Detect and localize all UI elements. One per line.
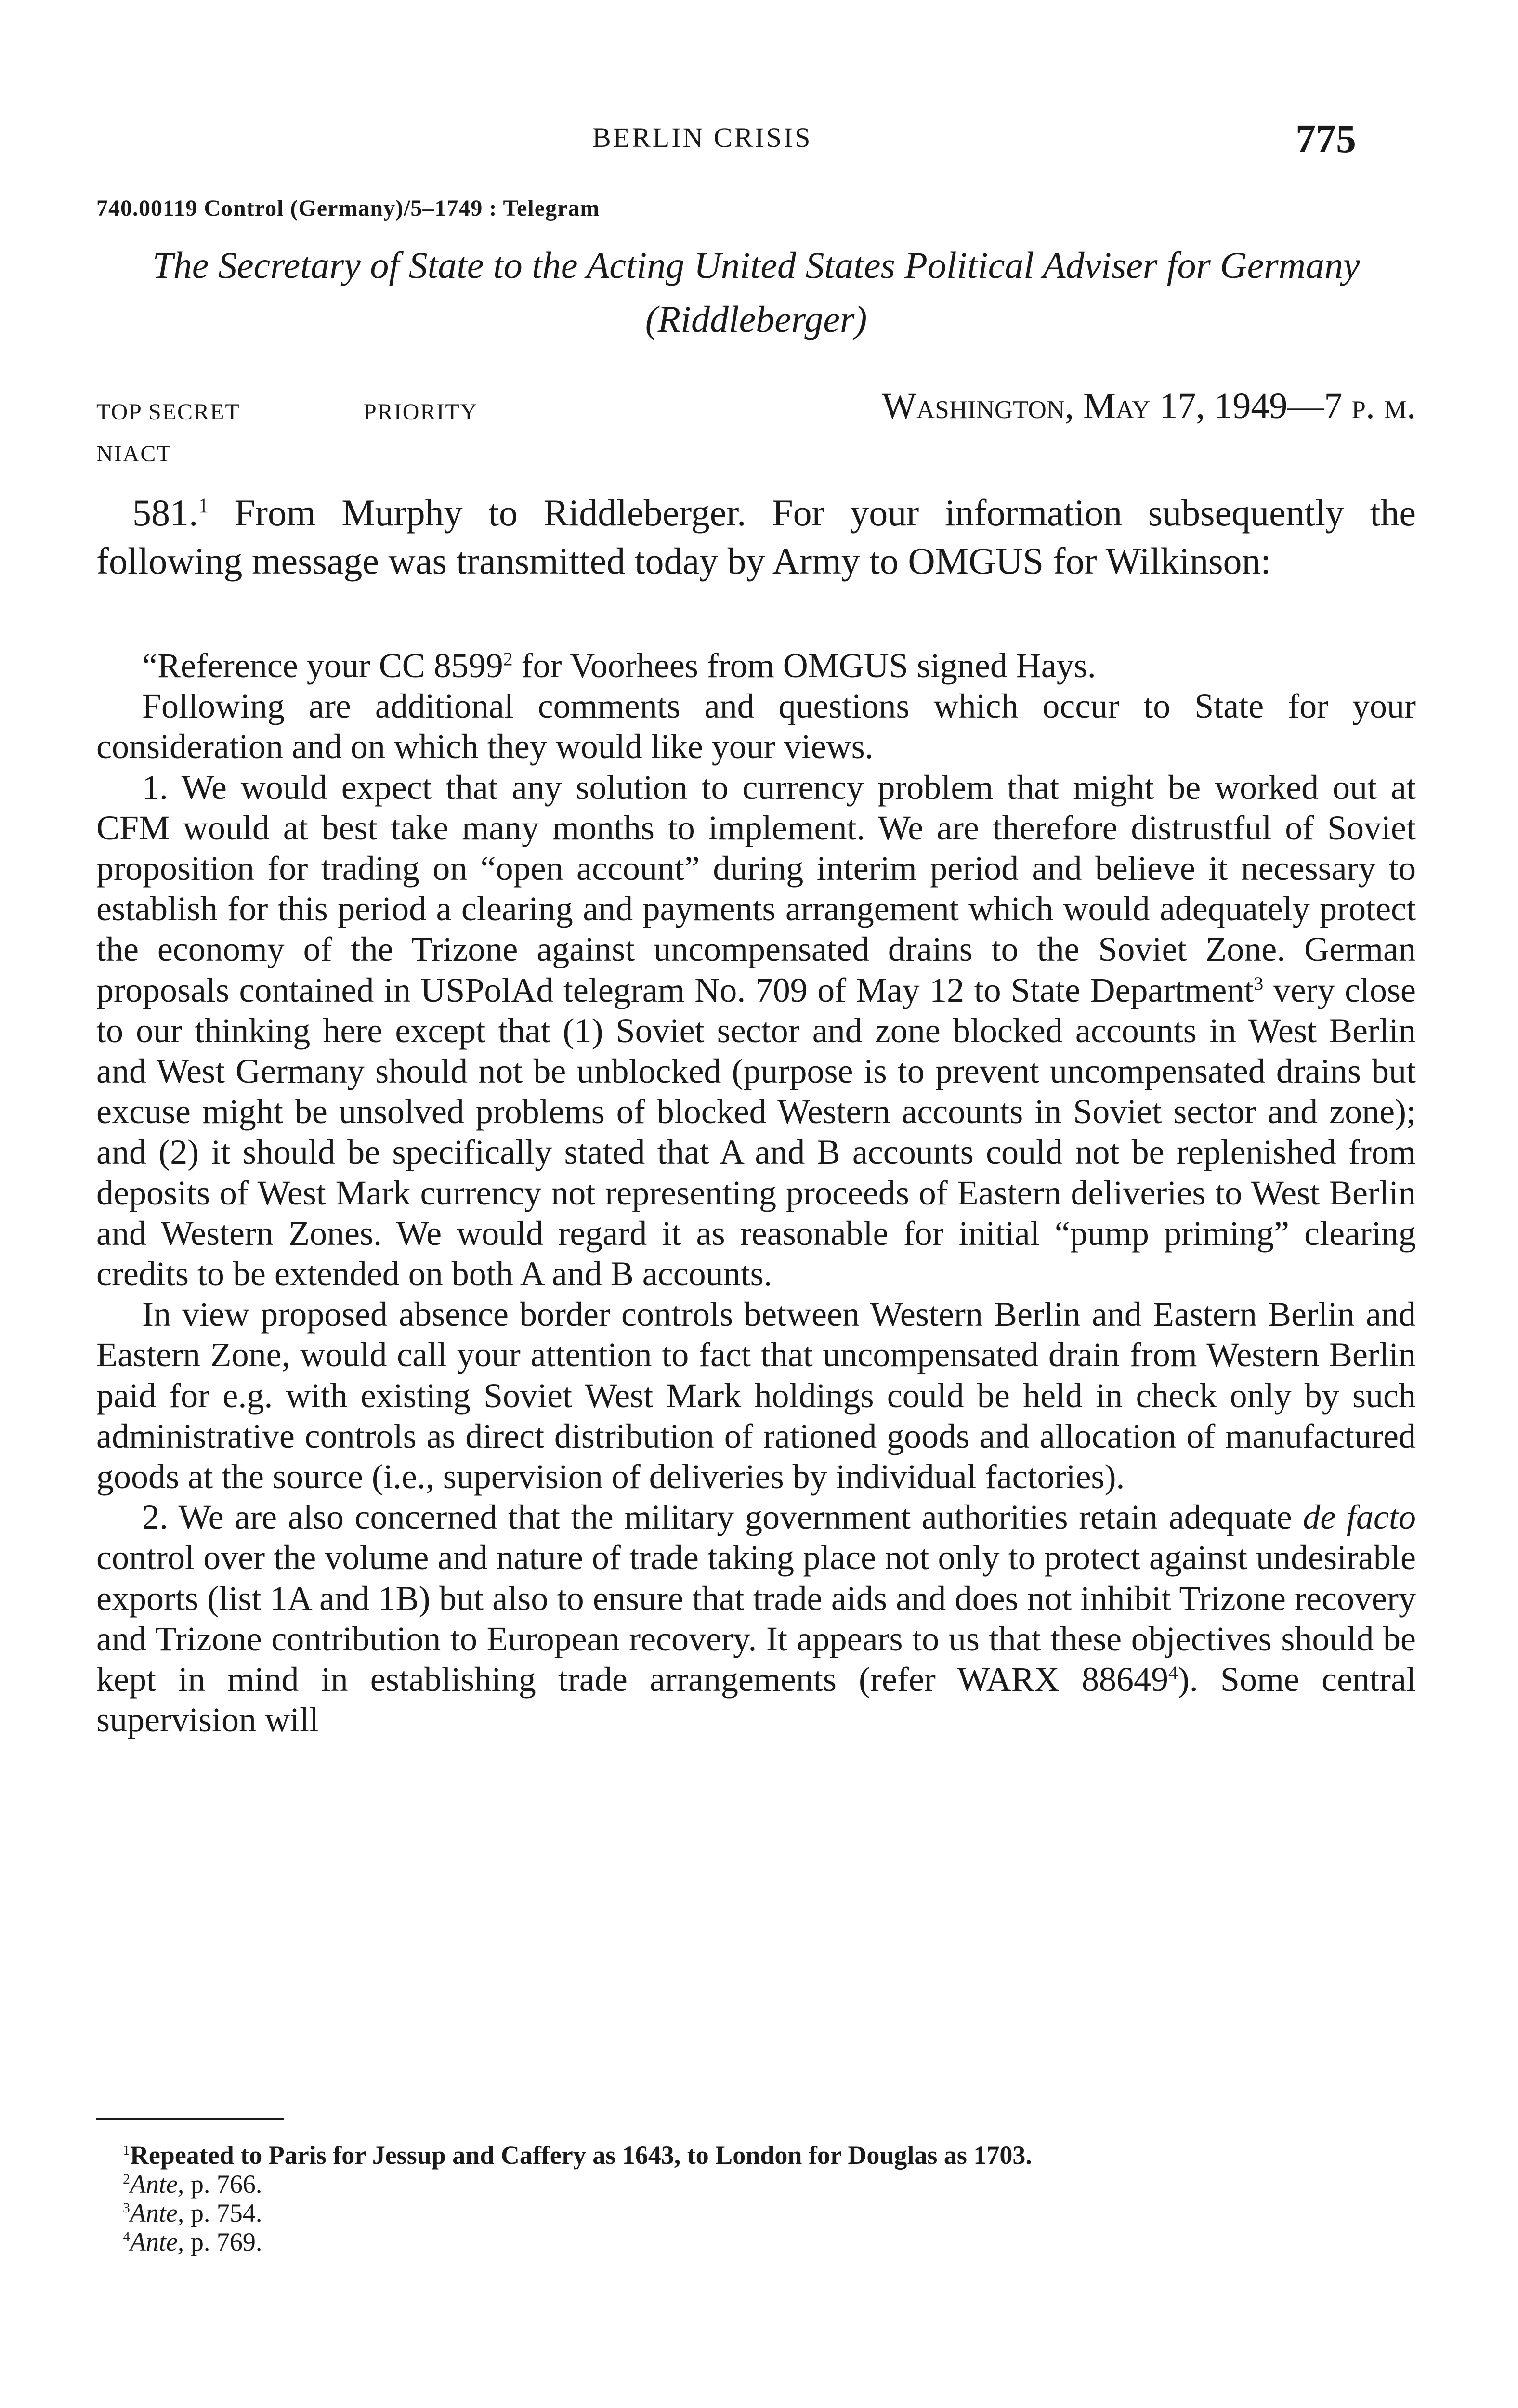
footnote-text: Repeated to Paris for Jessup and Caffery as 1643, to London for Douglas as 1703.: [130, 2141, 1032, 2170]
footnote: [96, 2170, 1416, 2199]
intro-text: From Murphy to Riddleberger. For your information subsequently the following message was transmitted today by Army to OMGUS for Wilkinson:: [96, 492, 1416, 582]
classification-line: [96, 385, 1416, 438]
telegram-number: 581.: [132, 492, 198, 534]
body-paragraph: In view proposed absence border controls between Western Berlin and Eastern Berlin and Eastern Zone, would call your attention to fact that uncompensated drain from Western Berlin paid for e.g. with existing Soviet West Mark holdings could be held in check only by such administrative controls as direct distribution of rationed goods and allocation of manufactured goods at the source (i.e., supervision of deliveries by individual factories).: [96, 1295, 1416, 1496]
footnote: [96, 2141, 1416, 2170]
file-reference: 740.00119 Control (Germany)/5–1749 : Telegram: [96, 196, 600, 221]
footnote-divider: [96, 2118, 284, 2120]
body-text-segment: very close to our thinking here except that (1) Soviet sector and zone blocked accounts in West Berlin and West Germany should not be unblocked (purpose is to prevent uncompensated drains but excuse might be unsolved problems of blocked Western accounts in Soviet sector and zone); and (2) it should be specifically stated that A and B accounts could not be replenished from deposits of West Mark currency not representing proceeds of Eastern deliveries to West Berlin and Western Zones. We would regard it as reasonable for initial “pump priming” clearing credits to be extended on both A and B accounts.: [96, 970, 1416, 1294]
dateline: Washington, May 17, 1949—7 p. m.: [882, 386, 1416, 426]
footnote-mark: 2: [123, 2172, 130, 2187]
footnotes: [96, 2141, 1416, 2256]
footnote-italic: Ante,: [130, 2227, 184, 2256]
body-paragraph: [96, 1497, 1416, 1740]
body-text-italic: de facto: [1303, 1498, 1416, 1537]
running-title: BERLIN CRISIS: [592, 122, 812, 153]
footnote-ref: 4: [1168, 1662, 1178, 1684]
message-body: [96, 645, 1416, 1740]
page-number: 775: [1296, 117, 1356, 161]
footnote: [96, 2199, 1416, 2227]
running-head: [0, 116, 1518, 159]
body-text-segment: 2. We are also concerned that the military government authorities retain adequate: [142, 1498, 1303, 1537]
intro-paragraph: [96, 489, 1416, 585]
footnote-italic: Ante,: [130, 2170, 184, 2199]
footnote-ref: 1: [198, 495, 209, 517]
footnote-text: p. 754.: [184, 2199, 262, 2227]
document-heading: The Secretary of State to the Acting United States Political Adviser for Germany (Riddleberger): [152, 244, 1360, 340]
footnote: [96, 2227, 1416, 2256]
footnote-ref: 2: [503, 648, 513, 669]
footnote-ref: 3: [1254, 972, 1264, 994]
footnote-text: p. 766.: [184, 2170, 262, 2199]
body-text-segment: control over the volume and nature of trade taking place not only to protect against undesirable exports (list 1A and 1B) but also to ensure that trade aids and does not inhibit Trizone recovery and Trizone contribution to European recovery. It appears to us that these objectives should be kept in mind in establishing trade arrangements (refer WARX 88649: [96, 1538, 1416, 1699]
priority-label: PRIORITY: [364, 399, 478, 425]
classification-label: TOP SECRET: [96, 399, 240, 425]
body-text-segment: 1. We would expect that any solution to currency problem that might be worked out at CFM would at best take many months to implement. We are therefore distrustful of Soviet proposition for trading on “open account” during interim period and believe it necessary to establish for this period a clearing and payments arrangement which would adequately protect the economy of the Trizone against uncompensated drains to the Soviet Zone. German proposals contained in USPolAd telegram No. 709 of May 12 to State Department: [96, 768, 1416, 1009]
body-paragraph: [96, 645, 1416, 686]
footnote-mark: 3: [123, 2200, 130, 2216]
niact-label: NIACT: [96, 441, 172, 467]
footnote-italic: Ante,: [130, 2199, 184, 2227]
body-paragraph: Following are additional comments and questions which occur to State for your consideration and on which they would like your views.: [96, 687, 1416, 766]
footnote-mark: 4: [123, 2229, 130, 2245]
body-text-segment: “Reference your CC 8599: [142, 646, 503, 685]
footnote-mark: 1: [123, 2143, 130, 2158]
body-paragraph: [96, 767, 1416, 1295]
body-text-segment: for Voorhees from OMGUS signed Hays.: [512, 646, 1096, 685]
footnote-text: p. 769.: [184, 2227, 262, 2256]
body-text-segment: ). Some central supervision will: [96, 1660, 1416, 1740]
